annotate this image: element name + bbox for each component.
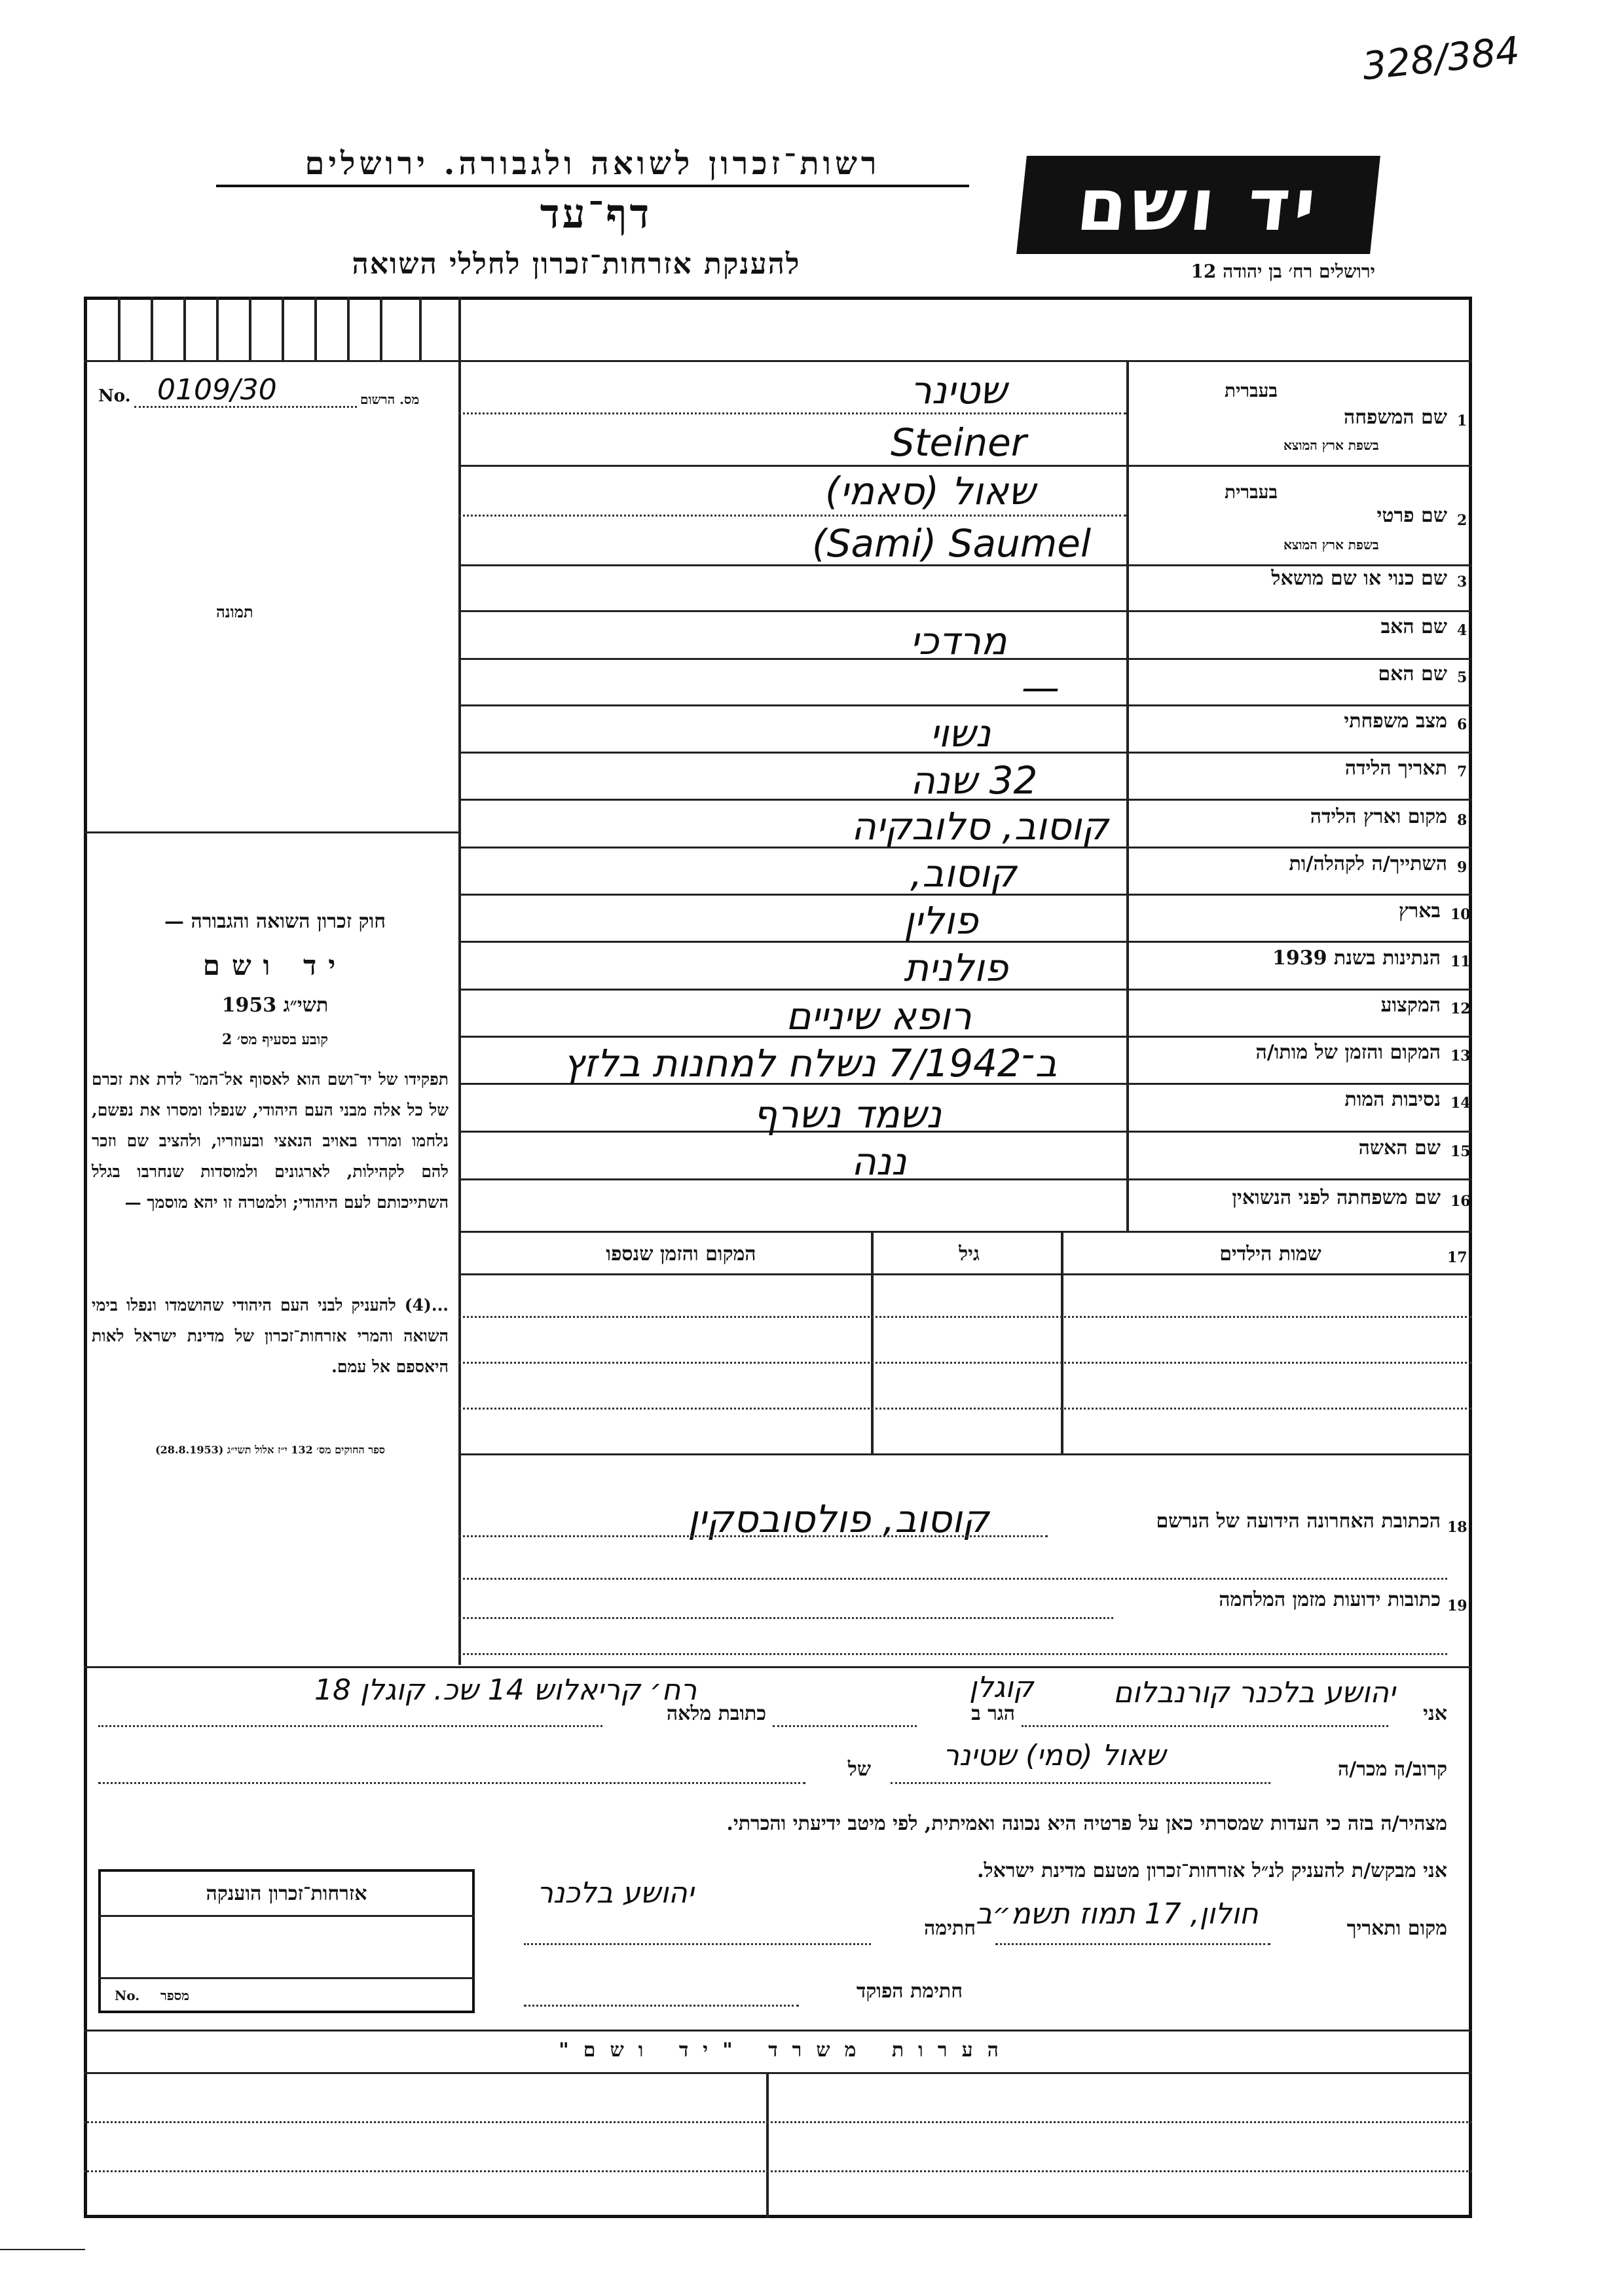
field-9-value: קוסוב, <box>910 851 1017 896</box>
signature-value: יהושע בלכנר <box>537 1876 694 1910</box>
address-label: כתובת מלאה <box>666 1702 766 1725</box>
citizenship-no-prefix: No. <box>115 1988 140 2003</box>
logo-text: יד ושם <box>1073 163 1324 247</box>
children-col-place: המקום והזמן שנספו <box>606 1243 756 1266</box>
field-2-sub-hebrew: בעברית <box>1225 481 1278 503</box>
field-16-num: 16 <box>1450 1193 1471 1210</box>
yad-vashem-logo <box>1016 156 1380 254</box>
field-17-num: 17 <box>1447 1249 1467 1266</box>
field-13-label: המקום והזמן של מותו/ה <box>1255 1041 1441 1064</box>
field-12-value: רופא שיניים <box>786 994 972 1038</box>
archive-number: 328/384 <box>1360 27 1522 89</box>
citizenship-title: אזרחות־זכרון הוענקה <box>206 1882 367 1905</box>
field-2-value-hebrew: שאול (סאמי) <box>825 469 1036 513</box>
field-1-label: שם המשפחה <box>1343 406 1447 429</box>
field-7-num: 7 <box>1457 763 1467 780</box>
field-18-value: קוסוב, פולסובסקין <box>688 1497 989 1541</box>
law-text: תפקידו של יד־ושם הוא לאסוף אל־המו־ לדת את זכרם של כל אלה מבני העם היהודי, שנפלו ומסרו את נפשם, נלחמו ומרדו באויב הנאצי ובעוזריו, ולהציב שם וזכר להם לקהילות, לארגונים ולמוסדות שנחרבו בגלל השתייכותם לעם היהודי; ולמטרה זו יהא מוסמך — <box>92 1070 449 1212</box>
declaration-statement: מצהיר/ה בזה כי העדות שמסרתי כאן על פרטיה היא נכונה ואמיתית, לפי מיטב ידיעתי והכרתי. <box>726 1812 1447 1835</box>
field-8-label: מקום וארץ הלידה <box>1310 805 1447 828</box>
officer-label: חתימת הפוקד <box>856 1980 963 2003</box>
declaration-ani: אני <box>1423 1702 1447 1725</box>
hagar-label: הגר ב <box>971 1702 1015 1725</box>
law-name: יד ושם <box>202 949 348 981</box>
registration-number: 0109/30 <box>157 373 277 407</box>
declarant-city: קוגלן <box>969 1671 1034 1704</box>
field-10-num: 10 <box>1450 906 1471 923</box>
field-6-label: מצב משפחתי <box>1344 710 1447 733</box>
law-year: תשי״ג 1953 <box>221 994 329 1017</box>
field-11-value: פולנית <box>904 945 1008 990</box>
field-4-label: שם האב <box>1380 615 1447 638</box>
field-11-label: הנתינות בשנת 1939 <box>1272 947 1441 970</box>
field-9-num: 9 <box>1457 859 1467 876</box>
place-date-label: מקום ותאריך <box>1346 1917 1447 1940</box>
law-title: חוק זכרון השואה והגבורה — <box>164 910 386 933</box>
field-8-num: 8 <box>1457 812 1467 829</box>
field-18-label: הכתובת האחרונה הידועה של הנרשם <box>1156 1510 1441 1533</box>
authority-title: רשות־זכרון לשואה ולגבורה. ירושלים <box>216 145 969 187</box>
field-2-num: 2 <box>1457 512 1467 529</box>
field-4-value: מרדכי <box>910 619 1007 663</box>
field-1-value-native: Steiner <box>891 420 1027 465</box>
law-clause: קובע בסעיף מס׳ 2 <box>221 1031 329 1048</box>
field-1-num: 1 <box>1457 412 1467 429</box>
field-12-num: 12 <box>1450 1000 1471 1017</box>
relative-name: שאול (סמי) שטינר <box>943 1739 1166 1772</box>
field-1-sub-hebrew: בעברית <box>1225 380 1278 401</box>
field-4-num: 4 <box>1457 622 1467 639</box>
field-13-value: ב־7/1942 נשלח למחנות בלזץ <box>563 1041 1058 1085</box>
field-2-sub-native: בשפת ארץ המוצא <box>1283 537 1379 553</box>
field-5-num: 5 <box>1457 669 1467 686</box>
declarant-name: יהושע בלכנר קורנבלום <box>1113 1676 1395 1709</box>
relative-label: קרוב/ה מכר/ה <box>1338 1758 1447 1781</box>
field-3-num: 3 <box>1457 574 1467 591</box>
form-subtitle: להענקת אזרחות־זכרון לחללי השואה <box>352 247 801 281</box>
field-14-num: 14 <box>1450 1095 1471 1112</box>
field-3-label: שם כנוי או שם מושאל <box>1271 567 1447 590</box>
field-19-num: 19 <box>1447 1597 1467 1614</box>
field-5-value: — <box>1022 665 1060 710</box>
field-8-value: קוסוב, סלובקיה <box>851 804 1109 848</box>
field-10-value: פולין <box>904 898 978 943</box>
field-12-label: המקצוע <box>1380 994 1441 1017</box>
field-1-value-hebrew: שטינר <box>910 368 1007 412</box>
photo-label: תמונה <box>216 602 253 621</box>
citizenship-number-label: מספר <box>160 1988 189 2003</box>
field-9-label: השתייך/ה לקהלה/ות <box>1289 852 1447 875</box>
field-7-label: תאריך הלידה <box>1344 757 1447 780</box>
field-6-value: נשוי <box>930 711 991 756</box>
field-2-value-native: (Sami) Saumel <box>812 521 1092 566</box>
declaration-request: אני מבקש/ת להעניק לנ״ל אזרחות־זכרון מטעם מדינת ישראל. <box>977 1859 1447 1882</box>
field-16-label: שם משפחתה לפני הנשואין <box>1232 1186 1441 1209</box>
field-15-num: 15 <box>1450 1143 1471 1160</box>
place-date-value: חולון, 17 תמוז תשמ״ב <box>976 1897 1259 1931</box>
field-7-value: 32 שנה <box>910 758 1038 803</box>
field-2-label: שם פרטי <box>1376 504 1447 527</box>
field-13-num: 13 <box>1450 1048 1471 1065</box>
signature-label: חתימה <box>924 1917 976 1940</box>
field-10-label: בארץ <box>1398 900 1441 922</box>
field-14-value: נשמד נשרף <box>753 1092 942 1137</box>
law-reference: ספר החוקים מס׳ 132 י״ז אלול תשי״ג (28.8.1953) <box>155 1444 385 1456</box>
field-6-num: 6 <box>1457 716 1467 733</box>
address-value: רח׳ קריאלוש 14 שכ. קוגלן 18 <box>314 1673 697 1707</box>
field-15-value: ננה <box>851 1139 907 1184</box>
field-5-label: שם האם <box>1378 663 1447 685</box>
registration-label: מס. הרשום <box>360 392 420 407</box>
law-text-2: ...(4) להעניק לבני העם היהודי שהושמדו ונפלו בימי השואה והמרי אזרחות־זכרון של מדינת ישראל לאות היאספם אל עמם. <box>92 1296 449 1376</box>
children-col-names: שמות הילדים <box>1219 1243 1321 1266</box>
field-14-label: נסיבות המות <box>1344 1088 1441 1111</box>
of-label: של <box>847 1758 871 1781</box>
field-18-num: 18 <box>1447 1519 1467 1536</box>
field-19-label: כתובות ידועות מזמן המלחמה <box>1219 1588 1441 1611</box>
field-1-sub-native: בשפת ארץ המוצא <box>1283 437 1379 453</box>
field-11-num: 11 <box>1450 953 1471 970</box>
field-15-label: שם האשה <box>1358 1137 1441 1159</box>
children-col-age: גיל <box>959 1243 980 1266</box>
notes-title: הערות משרד "יד ושם" <box>559 2039 1013 2062</box>
form-title: דף־עד <box>540 190 652 238</box>
registration-no-prefix: No. <box>98 386 131 406</box>
yad-vashem-address: ירושלים רח׳ בן יהודה 12 <box>1190 261 1375 282</box>
